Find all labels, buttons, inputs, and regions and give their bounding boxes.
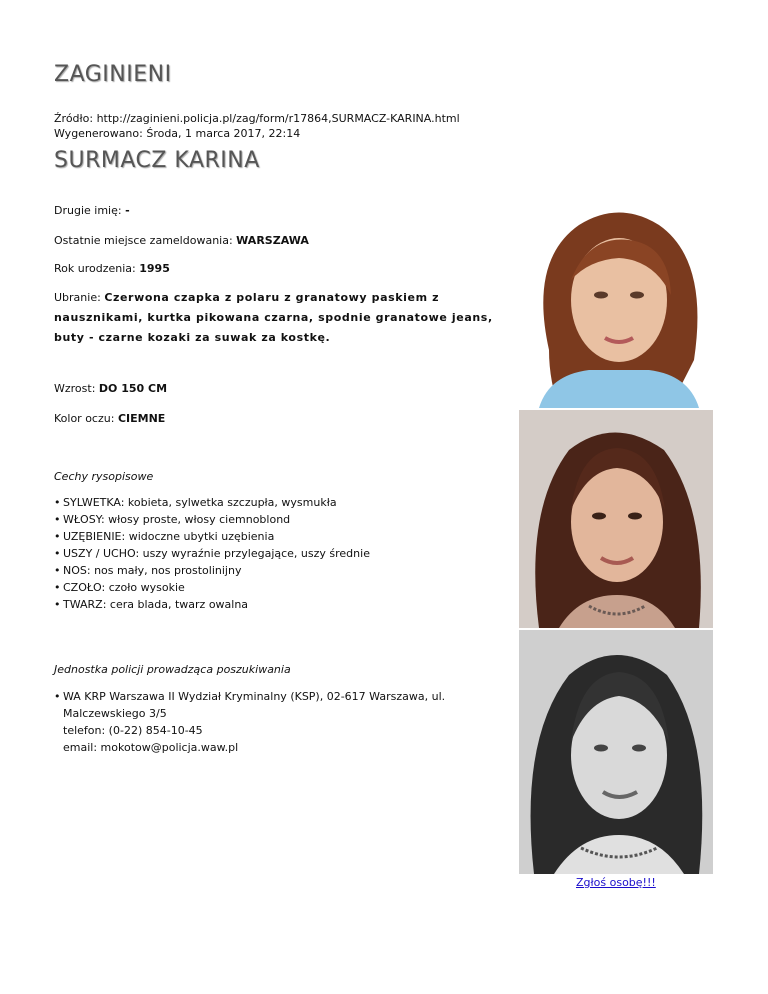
source-url: Źródło: http://zaginieni.policja.pl/zag/form/r17864,SURMACZ-KARINA.html xyxy=(54,112,460,125)
birth-year-label: Rok urodzenia: xyxy=(54,262,136,275)
birth-year-field xyxy=(54,262,170,275)
height-label: Wzrost: xyxy=(54,382,96,395)
person-name: SURMACZ KARINA xyxy=(54,148,260,173)
residence-field xyxy=(54,234,309,247)
middle-name-label: Drugie imię: xyxy=(54,204,122,217)
generated-date: Wygenerowano: Środa, 1 marca 2017, 22:14 xyxy=(54,127,301,140)
photo-color xyxy=(519,200,713,408)
police-unit-item xyxy=(54,688,516,756)
list-item: • NOS: nos mały, nos prostolinijny xyxy=(54,562,370,579)
features-list xyxy=(54,494,370,613)
residence-label: Ostatnie miejsce zameldowania: xyxy=(54,234,233,247)
police-unit-address: WA KRP Warszawa II Wydział Kryminalny (KSP), 02-617 Warszawa, ul. Malczewskiego 3/5 xyxy=(63,690,446,720)
police-heading: Jednostka policji prowadząca poszukiwania xyxy=(54,663,291,676)
portrait-grayscale-icon xyxy=(519,630,713,874)
middle-name-value: - xyxy=(125,204,130,217)
photo-grayscale xyxy=(519,630,713,874)
list-item: • SYLWETKA: kobieta, sylwetka szczupła, wysmukła xyxy=(54,494,370,511)
police-unit-list xyxy=(54,688,516,756)
eyes-label: Kolor oczu: xyxy=(54,412,115,425)
eyes-field xyxy=(54,412,165,425)
source-info xyxy=(54,111,460,141)
height-field xyxy=(54,382,167,395)
clothes-field xyxy=(54,288,501,348)
report-person-link[interactable]: Zgłoś osobę!!! xyxy=(576,876,656,889)
middle-name-field xyxy=(54,204,130,217)
eyes-value: CIEMNE xyxy=(117,412,166,425)
list-item: • WŁOSY: włosy proste, włosy ciemnoblond xyxy=(54,511,370,528)
portrait-color-icon xyxy=(519,200,713,408)
residence-value: WARSZAWA xyxy=(236,234,309,247)
height-value: DO 150 CM xyxy=(98,382,168,395)
police-email: email: mokotow@policja.waw.pl xyxy=(63,741,239,754)
photo-age-progression xyxy=(519,410,713,628)
list-item: • CZOŁO: czoło wysokie xyxy=(54,579,370,596)
page-title: ZAGINIENI xyxy=(54,62,172,87)
list-item: • USZY / UCHO: uszy wyraźnie przylegające, uszy średnie xyxy=(54,545,370,562)
clothes-value: Czerwona czapka z polaru z granatowy paskiem z nausznikami, kurtka pikowana czarna, spodnie granatowe jeans, buty - czarne kozaki za suwak za kostkę. xyxy=(54,291,493,344)
portrait-age-progression-icon xyxy=(519,410,713,628)
clothes-label: Ubranie: xyxy=(54,291,101,304)
police-phone: telefon: (0-22) 854-10-45 xyxy=(63,724,203,737)
birth-year-value: 1995 xyxy=(139,262,170,275)
features-heading: Cechy rysopisowe xyxy=(54,470,154,483)
list-item: • TWARZ: cera blada, twarz owalna xyxy=(54,596,370,613)
list-item: • UZĘBIENIE: widoczne ubytki uzębienia xyxy=(54,528,370,545)
